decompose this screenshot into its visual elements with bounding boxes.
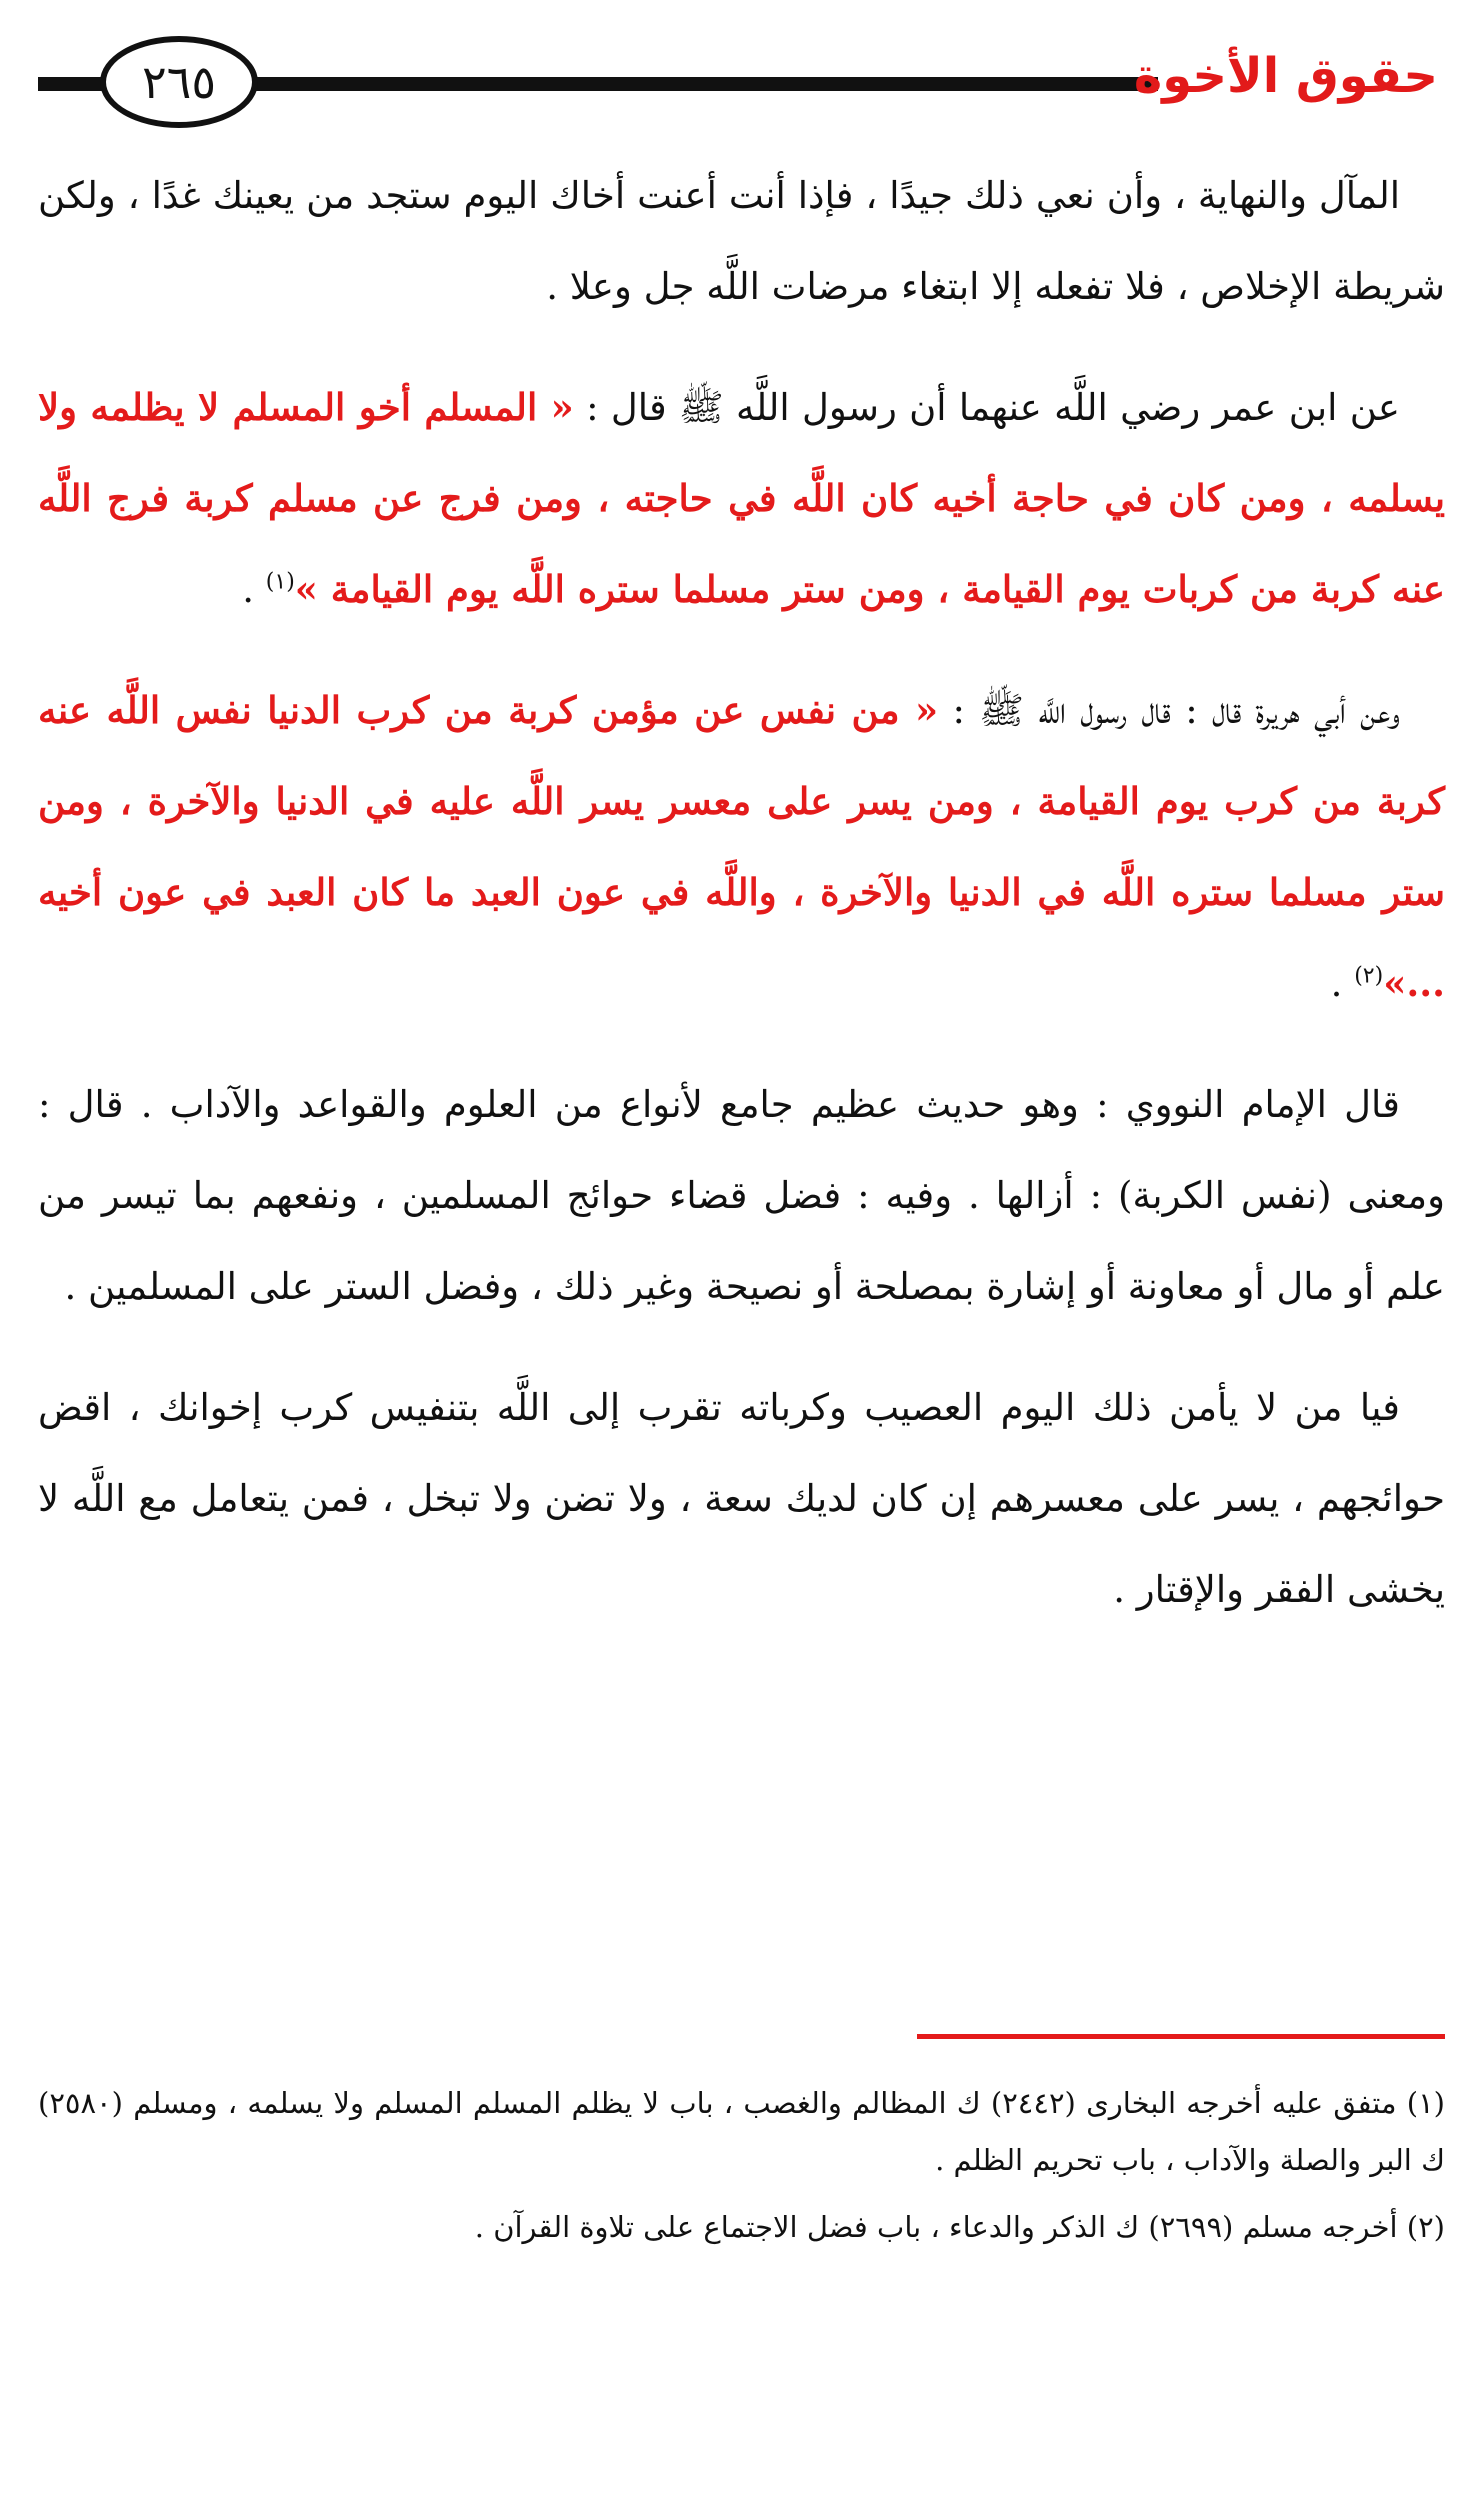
running-title: حقوق الأخوة [1133,48,1438,104]
footnote-separator [917,2034,1445,2039]
page-number: ٢٦٥ [100,36,258,128]
footnote-ref-1[interactable]: (١) [265,569,295,595]
paragraph-3-hadith [38,665,1445,1029]
hadith-intro: وعن أبي هريرة قال : قال رسول اللَّه ﷺ : [938,689,1400,732]
footnote-1: (١) متفق عليه أخرجه البخارى (٢٤٤٢) ك المظالم والغصب ، باب لا يظلم المسلم المسلم ولا يسلمه ، ومسلم (٢٥٨٠) ك البر والصلة والآداب ، باب تحريم الظلم . [38,2086,1445,2177]
paragraph-1 [38,150,1445,332]
footnotes [38,2075,1445,2266]
paragraph-5 [38,1362,1445,1635]
footnote-ref-2[interactable]: (٢) [1354,963,1384,989]
paragraph-text: المآل والنهاية ، وأن نعي ذلك جيدًا ، فإذا أنت أعنت أخاك اليوم ستجد من يعينك غدًا ، ولكن شريطة الإخلاص ، فلا تفعله إلا ابتغاء مرضات اللَّه جل وعلا . [38,174,1445,308]
footnote-2: (٢) أخرجه مسلم (٢٦٩٩) ك الذكر والدعاء ، باب فضل الاجتماع على تلاوة القرآن . [474,2210,1445,2244]
paragraph-4 [38,1059,1445,1332]
paragraph-text: فيا من لا يأمن ذلك اليوم العصيب وكرباته تقرب إلى اللَّه بتنفيس كرب إخوانك ، اقض حوائجهم ، يسر على معسرهم إن كان لديك سعة ، ولا تضن ولا تبخل ، فمن يتعامل مع اللَّه لا يخشى الفقر والإقتار . [38,1386,1445,1611]
period: . [1330,962,1355,1005]
hadith-quote: « المسلم أخو المسلم لا يظلمه ولا يسلمه ، ومن كان في حاجة أخيه كان اللَّه في حاجته ، ومن فرج عن مسلم كربة فرج اللَّه عنه كربة من كربات يوم القيامة ، ومن ستر مسلما ستره اللَّه يوم القيامة » [38,385,1445,611]
paragraph-2-hadith [38,362,1445,635]
paragraph-text: قال الإمام النووي : وهو حديث عظيم جامع لأنواع من العلوم والقواعد والآداب . قال : ومعنى (نفس الكربة) : أزالها . وفيه : فضل قضاء حوائج المسلمين ، ونفعهم بما تيسر من علم أو مال أو معاونة أو إشارة بمصلحة أو نصيحة وغير ذلك ، وفضل الستر على المسلمين . [38,1083,1445,1308]
period: . [242,568,266,611]
hadith-intro: عن ابن عمر رضي اللَّه عنهما أن رسول اللَّه ﷺ قال : [573,386,1400,429]
hadith-quote: « من نفس عن مؤمن كربة من كرب الدنيا نفس اللَّه عنه كربة من كرب يوم القيامة ، ومن يسر على معسر يسر اللَّه عليه في الدنيا والآخرة ، ومن ستر مسلما ستره اللَّه في الدنيا والآخرة ، واللَّه في عون العبد ما كان العبد في عون أخيه ...» [38,688,1445,1005]
page-header [0,30,1483,140]
main-text [38,150,1445,1665]
